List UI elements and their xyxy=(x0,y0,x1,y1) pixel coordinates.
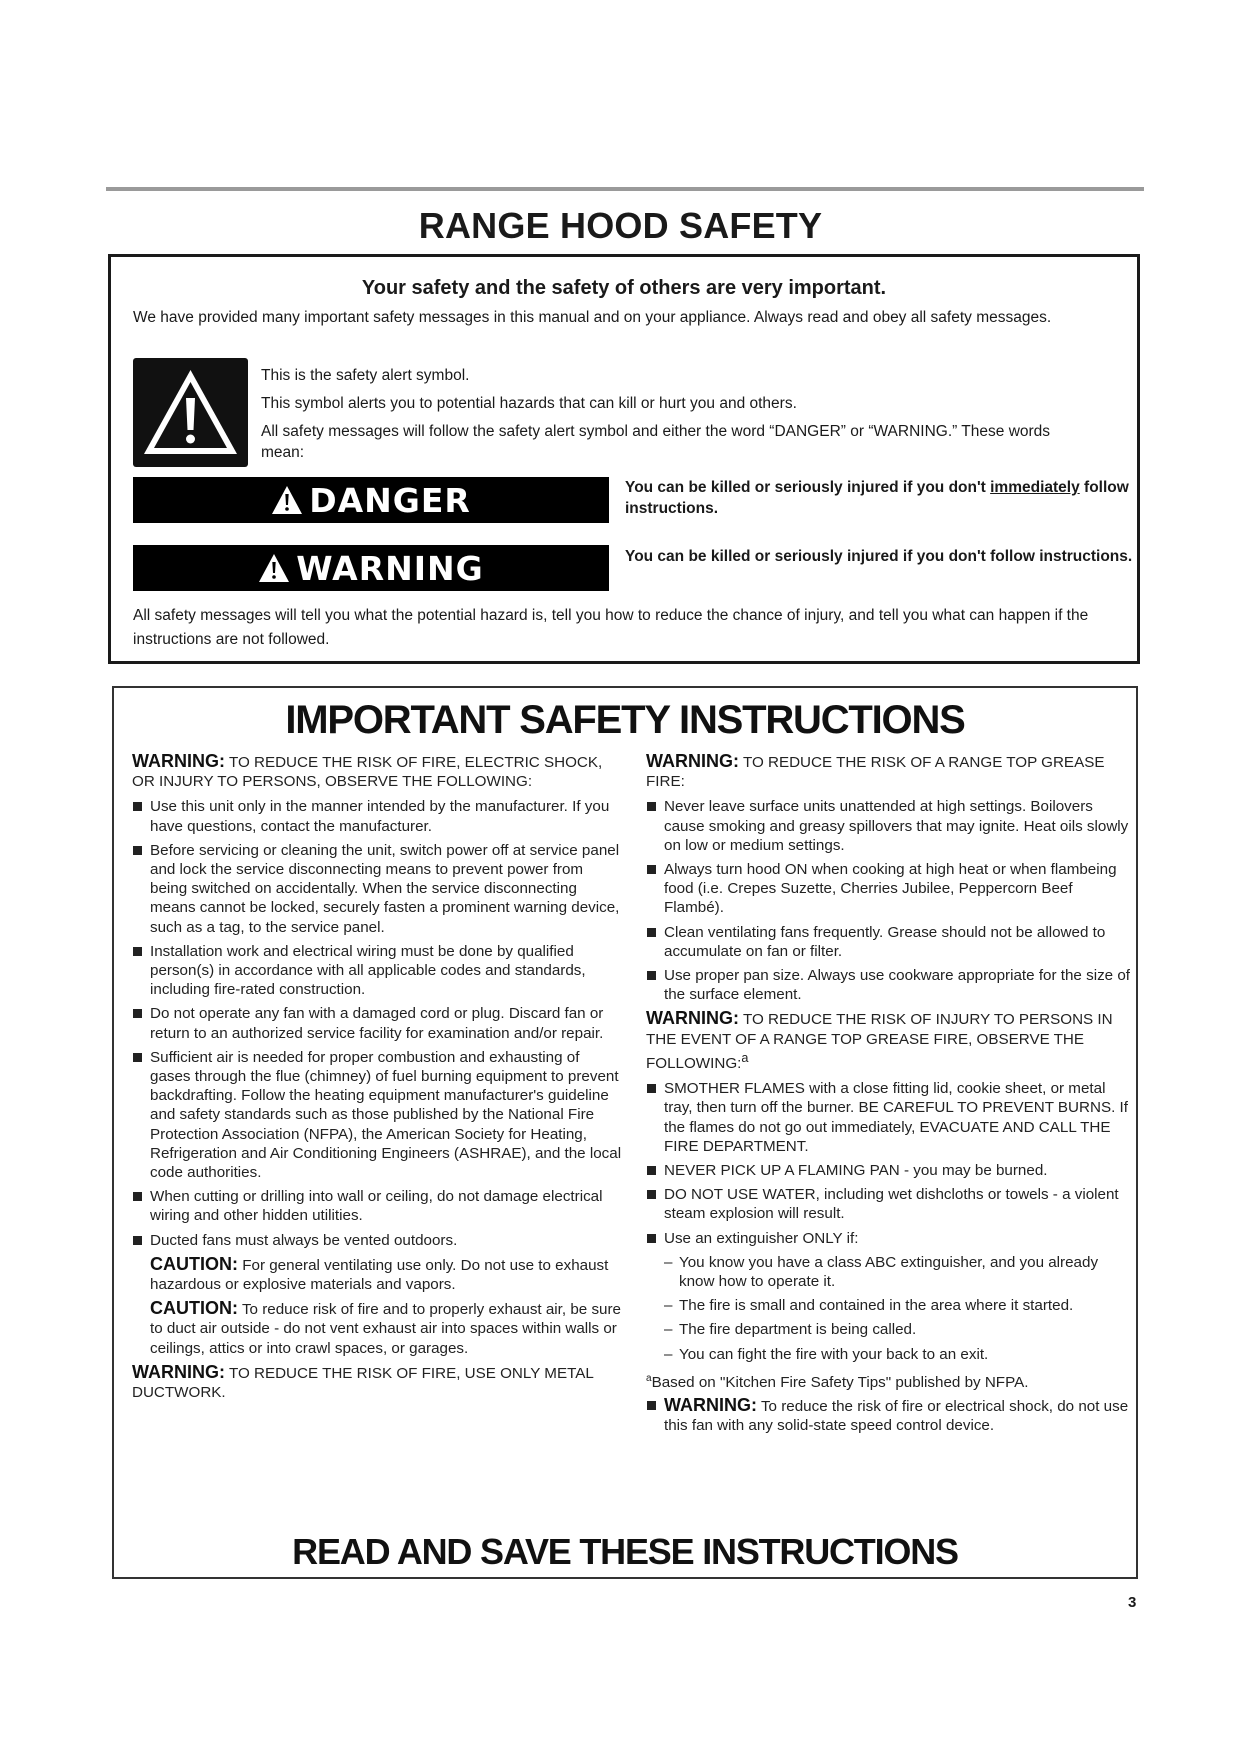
condition-item: – The fire is small and contained in the area where it started. xyxy=(646,1296,1136,1315)
alert-line: This is the safety alert symbol. xyxy=(261,367,470,384)
list-item: Use this unit only in the manner intended by the manufacturer. If you have questions, contact the manufacturer. xyxy=(132,797,622,835)
warning-description: You can be killed or seriously injured if you don't follow instructions. xyxy=(625,548,1133,565)
list-item: Always turn hood ON when cooking at high heat or when flambeing food (i.e. Crepes Suzette, Cherries Jubilee, Peppercorn Beef Flambé). xyxy=(646,860,1136,918)
warning-heading: WARNING: TO REDUCE THE RISK OF FIRE, ELECTRIC SHOCK, OR INJURY TO PERSONS, OBSERVE THE FOLLOWING: xyxy=(132,751,603,791)
list-item: DO NOT USE WATER, including wet dishcloths or towels - a violent steam explosion will result. xyxy=(646,1185,1136,1223)
condition-item: – The fire department is being called. xyxy=(646,1320,1136,1339)
footnote: $^a$Based on "Kitchen Fire Safety Tips" published by NFPA. xyxy=(646,1372,1029,1391)
warning-heading: WARNING: TO REDUCE THE RISK OF FIRE, USE ONLY METAL DUCTWORK. xyxy=(132,1361,594,1402)
danger-banner xyxy=(133,477,609,523)
danger-description: You can be killed or seriously injured if you don't immediately follow instructions. xyxy=(625,479,1129,517)
warning-note: WARNING: To reduce the risk of fire or electrical shock, do not use this fan with any solid-state speed control device. xyxy=(646,1396,1136,1435)
alert-line: This symbol alerts you to potential hazards that can kill or hurt you and others. xyxy=(261,395,797,412)
list-item: NEVER PICK UP A FLAMING PAN - you may be burned. xyxy=(646,1161,1136,1180)
safety-heading: Your safety and the safety of others are very important. xyxy=(361,277,887,299)
warning-heading: WARNING: TO REDUCE THE RISK OF INJURY TO PERSONS IN THE EVENT OF A RANGE TOP GREASE FIRE, OBSERVE THE FOLLOWING:$^a$ xyxy=(646,1008,1113,1072)
alert-triangle-icon xyxy=(271,485,303,515)
list-item: Installation work and electrical wiring must be done by qualified person(s) in accordance with all applicable codes and standards, including fire-rated construction. xyxy=(132,942,622,1000)
list-item: Use an extinguisher ONLY if: xyxy=(646,1229,1136,1248)
safety-intro: We have provided many important safety messages in this manual and on your appliance. Always read and obey all safety messages. xyxy=(133,309,1052,326)
instructions-left-column xyxy=(132,752,622,1408)
list-item: Never leave surface units unattended at high settings. Boilovers cause smoking and greasy spillovers that may ignite. Heat oils slowly on low or medium settings. xyxy=(646,797,1136,855)
warning-label: WARNING xyxy=(296,548,484,588)
safety-alert-icon xyxy=(133,358,248,467)
important-safety-instructions-box xyxy=(112,686,1138,1579)
list-item: Do not operate any fan with a damaged cord or plug. Discard fan or return to an authorized service facility for examination and/or repair. xyxy=(132,1004,622,1042)
instructions-footer: READ AND SAVE THESE INSTRUCTIONS xyxy=(292,1531,958,1572)
top-divider xyxy=(106,187,1144,191)
warning-banner xyxy=(133,545,609,591)
instructions-title: IMPORTANT SAFETY INSTRUCTIONS xyxy=(285,698,965,742)
list-item: Clean ventilating fans frequently. Grease should not be allowed to accumulate on fan or filter. xyxy=(646,923,1136,961)
emphasis-immediately: immediately xyxy=(990,479,1080,496)
danger-label: DANGER xyxy=(309,480,471,520)
list-item: Before servicing or cleaning the unit, switch power off at service panel and lock the service disconnecting means to prevent power from being switched on accidentally. When the service disconnecting means cannot be locked, securely fasten a prominent warning device, such as a tag, to the service panel. xyxy=(132,841,622,937)
alert-explanation xyxy=(261,365,1061,470)
alert-line: All safety messages will follow the safety alert symbol and either the word “DANGER” or “WARNING.” These words mean: xyxy=(261,423,1051,461)
safety-closing-text: All safety messages will tell you what the potential hazard is, tell you how to reduce the chance of injury, and tell you what can happen if the instructions are not followed. xyxy=(133,607,1089,648)
warning-heading: WARNING: TO REDUCE THE RISK OF A RANGE TOP GREASE FIRE: xyxy=(646,751,1105,791)
alert-triangle-icon xyxy=(258,553,290,583)
list-item: When cutting or drilling into wall or ceiling, do not damage electrical wiring and other hidden utilities. xyxy=(132,1187,622,1225)
page-number: 3 xyxy=(1128,1594,1137,1611)
list-item: Sufficient air is needed for proper combustion and exhausting of gases through the flue (chimney) of fuel burning equipment to prevent backdrafting. Follow the heating equipment manufacturer's guideline and safety standards such as those published by the National Fire Protection Association (NFPA), the American Society for Heating, Refrigeration and Air Conditioning Engineers (ASHRAE), and the local code authorities. xyxy=(132,1048,622,1182)
page-title: RANGE HOOD SAFETY xyxy=(418,205,823,246)
list-item: Ducted fans must always be vented outdoors. xyxy=(132,1231,622,1250)
list-item: Use proper pan size. Always use cookware appropriate for the size of the surface element. xyxy=(646,966,1136,1004)
caution-note: CAUTION: For general ventilating use only. Do not use to exhaust hazardous or explosive materials and vapors. xyxy=(150,1253,609,1294)
safety-message-box xyxy=(108,254,1140,664)
footnote-marker: a xyxy=(741,1050,749,1065)
list-item: SMOTHER FLAMES with a close fitting lid, cookie sheet, or metal tray, then turn off the burner. BE CAREFUL TO PREVENT BURNS. If the flames do not go out immediately, EVACUATE AND CALL THE FIRE DEPARTMENT. xyxy=(646,1079,1136,1156)
condition-item: – You can fight the fire with your back to an exit. xyxy=(646,1345,1136,1364)
condition-item: – You know you have a class ABC extinguisher, and you already know how to operate it. xyxy=(646,1253,1136,1291)
caution-note: CAUTION: To reduce risk of fire and to properly exhaust air, be sure to duct air outside - do not vent exhaust air into spaces within walls or ceilings, attics or into crawl spaces, or garages. xyxy=(150,1298,621,1357)
instructions-right-column xyxy=(646,752,1136,1440)
